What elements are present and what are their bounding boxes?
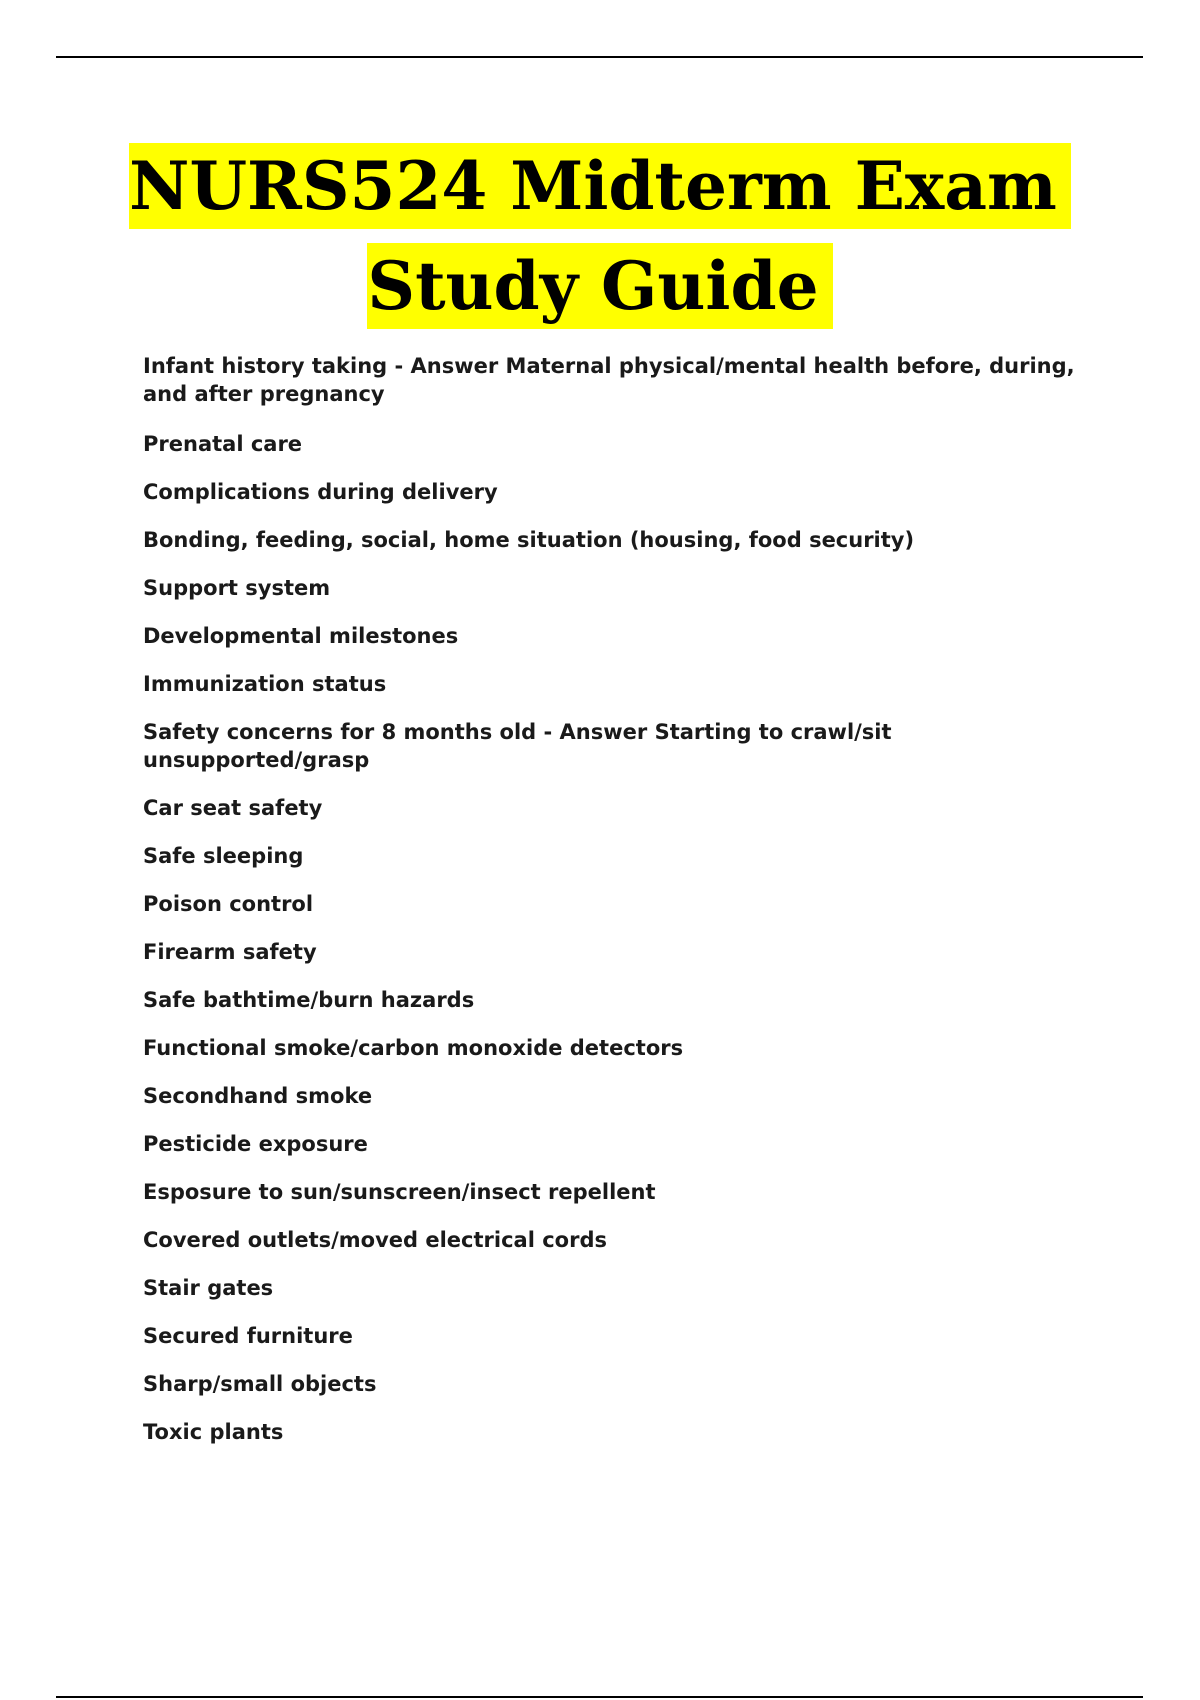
text-line-sun-exposure: Esposure to sun/sunscreen/insect repellent — [143, 1180, 656, 1204]
document-title — [0, 140, 1200, 332]
text-line-prenatal-care: Prenatal care — [143, 432, 303, 456]
study-guide-content — [143, 352, 1083, 1466]
text-line-immunization: Immunization status — [143, 672, 387, 696]
text-line-safe-sleeping: Safe sleeping — [143, 844, 304, 868]
text-line-safety-concerns: Safety concerns for 8 months old - Answer Starting to crawl/sit unsupported/grasp — [143, 720, 892, 772]
text-line-furniture: Secured furniture — [143, 1324, 353, 1348]
text-line-car-seat: Car seat safety — [143, 796, 323, 820]
text-line-detectors: Functional smoke/carbon monoxide detectors — [143, 1036, 684, 1060]
text-line-secondhand-smoke: Secondhand smoke — [143, 1084, 373, 1108]
text-line-bathtime: Safe bathtime/burn hazards — [143, 988, 475, 1012]
text-line-infant-history: Infant history taking - Answer Maternal physical/mental health before, during, and after pregnancy — [143, 354, 1075, 406]
title-line-1 — [0, 140, 1200, 232]
title-highlight-1: NURS524 Midterm Exam — [129, 143, 1071, 229]
text-line-outlets: Covered outlets/moved electrical cords — [143, 1228, 607, 1252]
text-line-firearm: Firearm safety — [143, 940, 317, 964]
text-line-bonding: Bonding, feeding, social, home situation (housing, food security) — [143, 528, 915, 552]
text-line-pesticide: Pesticide exposure — [143, 1132, 368, 1156]
top-rule — [56, 56, 1143, 58]
text-line-toxic-plants: Toxic plants — [143, 1420, 284, 1444]
bottom-rule — [56, 1696, 1143, 1698]
text-line-support-system: Support system — [143, 576, 331, 600]
title-highlight-2: Study Guide — [367, 243, 832, 329]
text-line-developmental: Developmental milestones — [143, 624, 459, 648]
text-line-poison-control: Poison control — [143, 892, 314, 916]
title-line-2 — [0, 240, 1200, 332]
text-line-complications: Complications during delivery — [143, 480, 498, 504]
text-line-sharp-objects: Sharp/small objects — [143, 1372, 377, 1396]
text-line-stair-gates: Stair gates — [143, 1276, 274, 1300]
